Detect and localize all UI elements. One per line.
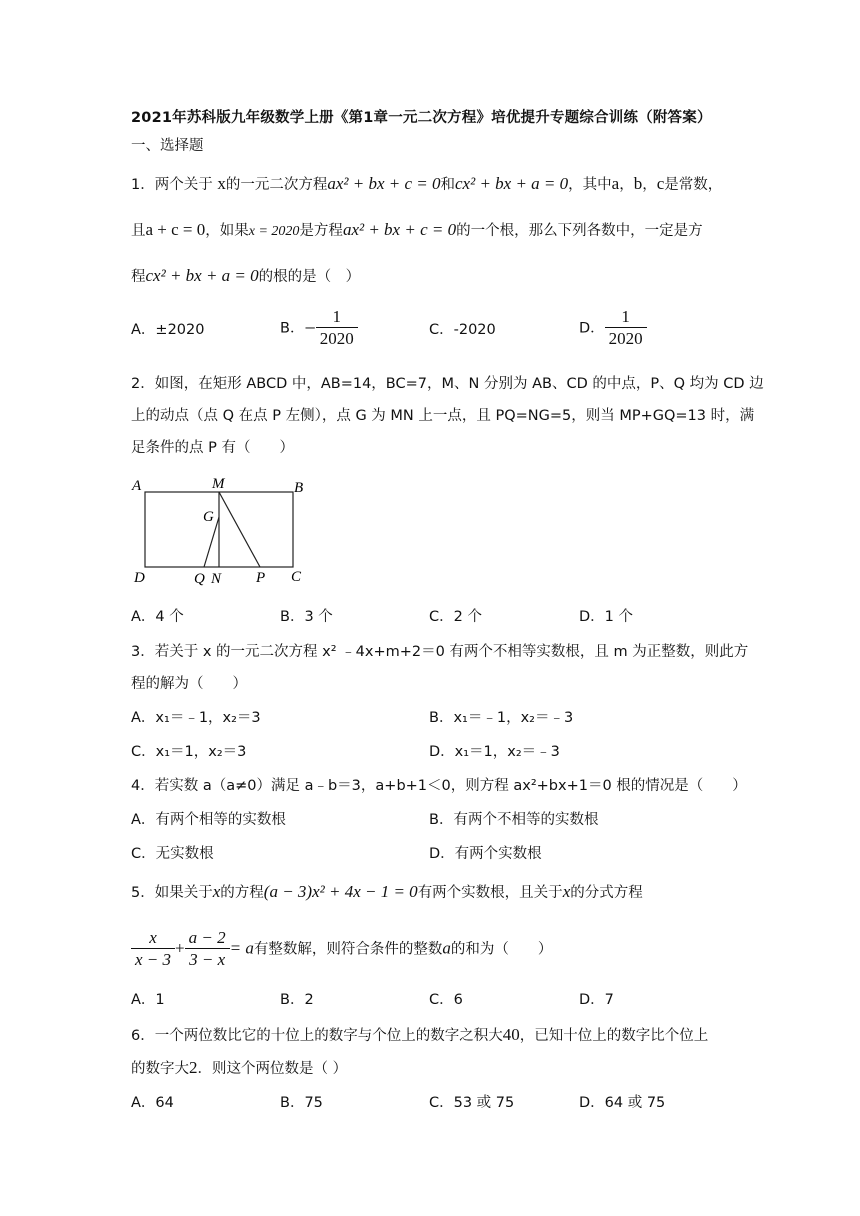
label-m: M [212,476,225,492]
q6-option-b: B．75 [280,1095,323,1111]
q1-option-c: C．-2020 [429,322,496,338]
label-d: D [134,570,145,586]
q6-option-a: A．64 [131,1095,174,1111]
q5-option-d: D．7 [579,992,614,1008]
q2-line2: 上的动点（点 Q 在点 P 左侧），点 G 为 MN 上一点，且 PQ=NG=5，则当 MP+GQ=13 时，满 [131,408,755,424]
q2-option-d: D．1 个 [579,609,633,625]
q6-line2: 的数字大2．则这个两位数是（ ） [131,1058,348,1077]
q4-option-d: D．有两个实数根 [429,846,542,862]
q1-option-d: D． $\frac{1}{2020}$ [579,307,647,350]
q3-option-d: D．x₁＝1，x₂＝﹣3 [429,744,560,760]
q2-figure [128,472,308,592]
q5-line1: 5．如果关于x的方程(a − 3)x² + 4x − 1 = 0有两个实数根，且关于x的分式方程 [131,882,643,901]
q2-line1: 2．如图，在矩形 ABCD 中，AB=14，BC=7，M、N 分别为 AB、CD 的中点，P、Q 均为 CD 边 [131,376,764,392]
q3-option-c: C．x₁＝1，x₂＝3 [131,744,247,760]
label-n: N [211,571,222,587]
q2-option-c: C．2 个 [429,609,482,625]
q1-line3: 程cx² + bx + a = 0的根的是（ ） [131,266,361,285]
q5-option-c: C．6 [429,992,463,1008]
label-a: A [132,478,142,494]
q6-option-c: C．53 或 75 [429,1095,515,1111]
q5-option-a: A．1 [131,992,165,1008]
q3-line2: 程的解为（ ） [131,676,247,692]
document-title: 2021年苏科版九年级数学上册《第1章一元二次方程》培优提升专题综合训练（附答案） [131,110,712,126]
label-b: B [294,480,304,496]
q1-option-a: A．±2020 [131,322,205,338]
q3-option-a: A．x₁＝﹣1，x₂＝3 [131,710,261,726]
q1-option-b: B．− $\frac{1}{2020}$ [280,307,358,350]
q4-option-c: C．无实数根 [131,846,214,862]
q3-option-b: B．x₁＝﹣1，x₂＝﹣3 [429,710,574,726]
label-c: C [291,569,302,585]
q4-option-a: A．有两个相等的实数根 [131,812,286,828]
q4-line1: 4．若实数 a（a≠0）满足 a﹣b＝3，a+b+1＜0，则方程 ax²+bx+1＝0 根的情况是（ ） [131,778,747,794]
section-heading: 一、选择题 [131,138,204,154]
label-q: Q [194,571,205,587]
q1-line1: 1．两个关于 x的一元二次方程ax² + bx + c = 0和cx² + bx + a = 0，其中a，b，c是常数， [131,174,723,193]
segment-mp [219,492,260,567]
q5-line2: $\frac{x}{x - 3}$ + $\frac{a - 2}{3 - x}$ = a有整数解，则符合条件的整数a的和为（ ） [131,928,552,971]
q2-line3: 足条件的点 P 有（ ） [131,440,294,456]
q6-option-d: D．64 或 75 [579,1095,666,1111]
q2-option-a: A．4 个 [131,609,184,625]
q2-option-b: B．3 个 [280,609,333,625]
label-p: P [256,570,266,586]
q6-line1: 6．一个两位数比它的十位上的数字与个位上的数字之积大40，已知十位上的数字比个位上 [131,1025,709,1044]
q3-line1: 3．若关于 x 的一元二次方程 x² ﹣4x+m+2＝0 有两个不相等实数根，且 m 为正整数，则此方 [131,644,749,660]
label-g: G [203,509,214,525]
q4-option-b: B．有两个不相等的实数根 [429,812,599,828]
q1-line2: 且a + c = 0，如果x = 2020是方程ax² + bx + c = 0的一个根，那么下列各数中，一定是方 [131,220,703,239]
q5-option-b: B．2 [280,992,314,1008]
